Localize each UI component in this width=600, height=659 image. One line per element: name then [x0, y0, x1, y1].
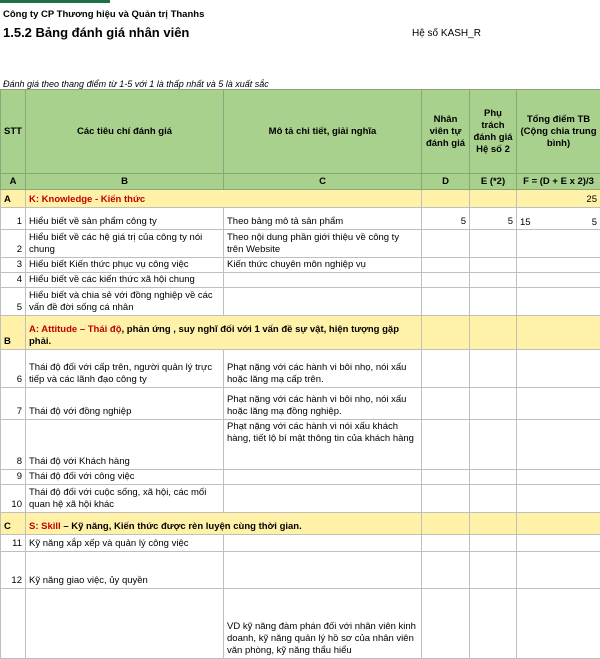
section-title[interactable]: K: Knowledge - Kiến thức	[26, 190, 422, 208]
row-description[interactable]	[224, 485, 422, 513]
header-manager-eval[interactable]: Phụ trách đánh giá Hệ số 2	[470, 90, 517, 174]
section-title-strong: A: Attitude – Thái độ	[29, 324, 122, 335]
table-row	[1, 273, 600, 288]
row-criteria[interactable]: Hiểu biết về các kiến thức xã hội chung	[26, 273, 224, 288]
row-description[interactable]: Phạt nặng với các hành vi bôi nhọ, nói xấu hoặc lăng mạ đồng nghiệp.	[224, 388, 422, 420]
row-stt[interactable]: 3	[1, 258, 26, 273]
company-name: Công ty CP Thương hiệu và Quản trị Thanhs	[3, 9, 204, 20]
row-description[interactable]: Kiến thức chuyên môn nghiệp vụ	[224, 258, 422, 273]
row-description[interactable]	[224, 535, 422, 552]
cell[interactable]	[422, 513, 470, 535]
row-total-sum: 15	[520, 217, 531, 229]
cell[interactable]	[422, 230, 470, 258]
row-criteria[interactable]: Hiểu biết và chia sẻ với đồng nghiệp về các vấn đề đời sống cá nhân	[26, 288, 224, 316]
green-accent-bar	[0, 0, 110, 3]
row-description[interactable]	[224, 552, 422, 589]
letter-b[interactable]: B	[26, 174, 224, 190]
row-description[interactable]: Theo bảng mô tả sản phẩm	[224, 208, 422, 230]
row-criteria[interactable]: Thái độ với Khách hàng	[26, 420, 224, 470]
scale-note: Đánh giá theo thang điểm từ 1-5 với 1 là thấp nhất và 5 là xuất sắc	[3, 79, 269, 89]
cell[interactable]	[517, 589, 600, 659]
cell[interactable]	[470, 420, 517, 470]
cell[interactable]	[422, 288, 470, 316]
cell[interactable]	[470, 190, 517, 208]
cell[interactable]	[517, 470, 600, 485]
row-self-score[interactable]: 5	[422, 208, 470, 230]
cell[interactable]	[422, 589, 470, 659]
cell[interactable]	[422, 552, 470, 589]
letter-e[interactable]: E (*2)	[470, 174, 517, 190]
table-row	[1, 208, 600, 230]
row-stt[interactable]: 9	[1, 470, 26, 485]
cell[interactable]	[422, 273, 470, 288]
section-knowledge	[1, 190, 600, 208]
cell[interactable]	[470, 470, 517, 485]
letter-f[interactable]: F = (D + E x 2)/3	[517, 174, 600, 190]
cell[interactable]	[422, 535, 470, 552]
coefficient-label: Hệ số KASH_R	[412, 28, 481, 39]
section-code[interactable]: B	[1, 316, 26, 350]
cell[interactable]	[422, 388, 470, 420]
cell[interactable]	[422, 258, 470, 273]
header-total[interactable]: Tổng điểm TB (Cộng chia trung bình)	[517, 90, 600, 174]
cell[interactable]	[470, 485, 517, 513]
row-stt[interactable]: 12	[1, 552, 26, 589]
row-description[interactable]: VD kỹ năng đàm phán đối với nhân viên kinh doanh, kỹ năng quản lý hồ sơ của nhân viên văn phòng, kỹ năng thẩu hiểu	[224, 589, 422, 659]
page-title: 1.5.2 Bảng đánh giá nhân viên	[3, 25, 189, 40]
column-letter-row	[1, 174, 600, 190]
cell[interactable]	[517, 258, 600, 273]
cell[interactable]	[517, 420, 600, 470]
table-row	[1, 288, 600, 316]
row-criteria[interactable]: Hiểu biết về các hệ giá trị của công ty nói chung	[26, 230, 224, 258]
cell[interactable]	[517, 273, 600, 288]
evaluation-table	[0, 89, 600, 659]
row-criteria[interactable]: Hiểu biết Kiến thức phục vụ công việc	[26, 258, 224, 273]
cell[interactable]	[517, 230, 600, 258]
row-description[interactable]: Theo nội dung phần giới thiệu về công ty trên Website	[224, 230, 422, 258]
cell[interactable]	[470, 273, 517, 288]
cell[interactable]	[517, 485, 600, 513]
row-criteria[interactable]: Kỹ năng giao việc, ủy quyền	[26, 552, 224, 589]
header-stt[interactable]: STT	[1, 90, 26, 174]
table-row	[1, 535, 600, 552]
cell[interactable]	[422, 485, 470, 513]
cell[interactable]	[470, 535, 517, 552]
cell[interactable]	[422, 350, 470, 388]
row-stt[interactable]: 4	[1, 273, 26, 288]
table-row	[1, 350, 600, 388]
cell[interactable]	[470, 350, 517, 388]
row-criteria[interactable]: Thái độ với đồng nghiệp	[26, 388, 224, 420]
section-title-rest: , phản ứng , suy nghĩ đối với 1 vấn đề sự vật, hiện tượng gặp phải.	[29, 324, 399, 347]
row-stt[interactable]: 11	[1, 535, 26, 552]
row-stt[interactable]: 10	[1, 485, 26, 513]
cell[interactable]	[470, 552, 517, 589]
letter-a[interactable]: A	[1, 174, 26, 190]
section-skill	[1, 513, 600, 535]
row-criteria[interactable]: Thái độ đối với công việc	[26, 470, 224, 485]
row-total[interactable]	[517, 208, 600, 230]
header-description[interactable]: Mô tả chi tiết, giải nghĩa	[224, 90, 422, 174]
section-code[interactable]: A	[1, 190, 26, 208]
row-manager-score[interactable]: 5	[470, 208, 517, 230]
cell[interactable]	[470, 258, 517, 273]
table-row	[1, 589, 600, 659]
header-row	[1, 90, 600, 174]
row-description[interactable]: Phạt nặng với các hành vi bôi nhọ, nói xấu hoặc lăng mạ cấp trên.	[224, 350, 422, 388]
cell[interactable]	[470, 388, 517, 420]
section-title-rest: – Kỹ năng, Kiến thức được rèn luyện cùng thời gian.	[61, 521, 302, 532]
table-row	[1, 258, 600, 273]
cell[interactable]	[422, 316, 470, 350]
row-description[interactable]	[224, 470, 422, 485]
row-description[interactable]: Phạt nặng với các hành vi nói xấu khách hàng, tiết lộ bí mật thông tin của khách hàng	[224, 420, 422, 470]
table-row	[1, 470, 600, 485]
cell[interactable]	[422, 470, 470, 485]
row-stt[interactable]: 6	[1, 350, 26, 388]
row-description[interactable]	[224, 273, 422, 288]
section-code[interactable]: C	[1, 513, 26, 535]
section-title[interactable]	[26, 513, 422, 535]
letter-d[interactable]: D	[422, 174, 470, 190]
section-title-strong: S: Skill	[29, 521, 61, 532]
table-row	[1, 230, 600, 258]
cell[interactable]	[470, 316, 517, 350]
row-stt[interactable]: 1	[1, 208, 26, 230]
row-criteria[interactable]: Kỹ năng xắp xếp và quản lý công việc	[26, 535, 224, 552]
cell[interactable]	[517, 316, 600, 350]
header-self-eval[interactable]: Nhân viên tự đánh giá	[422, 90, 470, 174]
cell[interactable]	[517, 552, 600, 589]
table-row	[1, 388, 600, 420]
section-title[interactable]	[26, 316, 422, 350]
cell[interactable]	[470, 288, 517, 316]
table-row	[1, 485, 600, 513]
cell[interactable]	[517, 350, 600, 388]
cell[interactable]	[517, 388, 600, 420]
row-description[interactable]	[224, 288, 422, 316]
row-stt[interactable]: 2	[1, 230, 26, 258]
row-stt[interactable]: 7	[1, 388, 26, 420]
cell[interactable]	[470, 589, 517, 659]
table-row	[1, 552, 600, 589]
header-criteria[interactable]: Các tiêu chí đánh giá	[26, 90, 224, 174]
section-attitude	[1, 316, 600, 350]
row-criteria[interactable]: Thái độ đối với cấp trên, người quản lý trực tiếp và các lãnh đạo công ty	[26, 350, 224, 388]
row-stt[interactable]	[1, 589, 26, 659]
letter-c[interactable]: C	[224, 174, 422, 190]
row-criteria[interactable]: Thái độ đối với cuộc sống, xã hội, các mối quan hệ xã hội khác	[26, 485, 224, 513]
row-criteria[interactable]: Hiểu biết về sản phẩm công ty	[26, 208, 224, 230]
cell[interactable]	[470, 230, 517, 258]
cell[interactable]	[517, 288, 600, 316]
cell[interactable]	[517, 513, 600, 535]
section-score[interactable]: 25	[517, 190, 600, 208]
row-stt[interactable]: 5	[1, 288, 26, 316]
row-stt[interactable]: 8	[1, 420, 26, 470]
row-criteria[interactable]	[26, 589, 224, 659]
table-row	[1, 420, 600, 470]
row-total-avg: 5	[592, 217, 597, 229]
cell[interactable]	[422, 420, 470, 470]
cell[interactable]	[422, 190, 470, 208]
cell[interactable]	[470, 513, 517, 535]
cell[interactable]	[517, 535, 600, 552]
